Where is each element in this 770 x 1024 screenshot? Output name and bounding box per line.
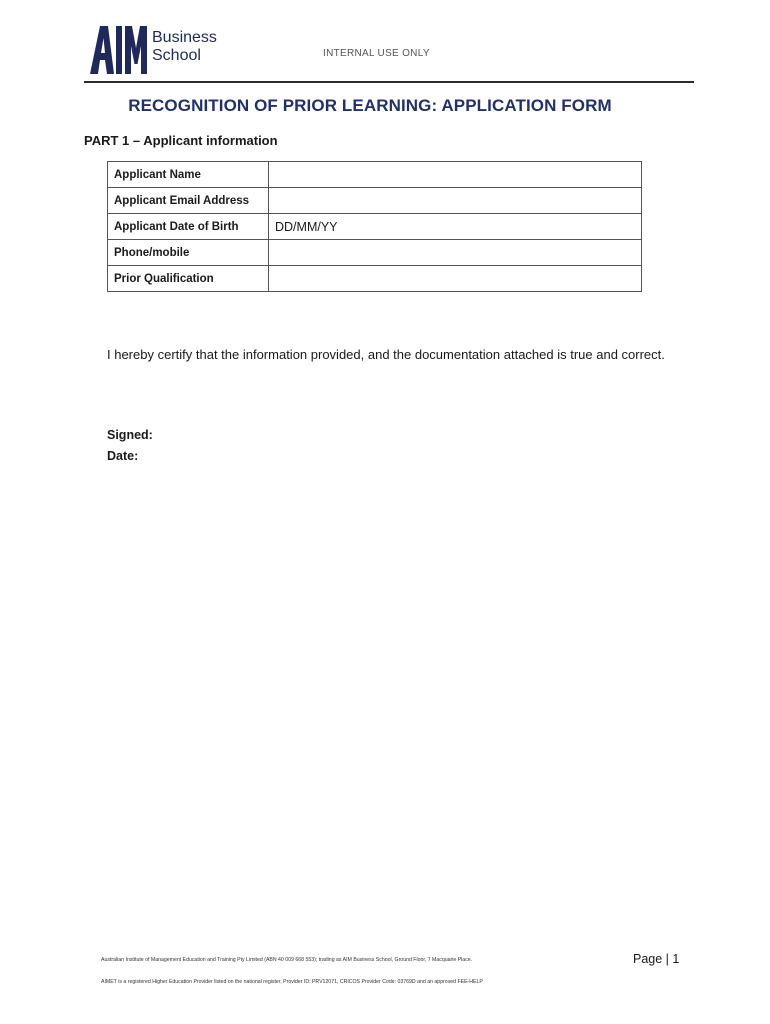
logo-line-business: Business bbox=[152, 29, 217, 46]
aim-business-school-logo bbox=[88, 20, 228, 76]
signed-label: Signed: bbox=[107, 428, 153, 442]
applicant-name-label: Applicant Name bbox=[108, 162, 269, 188]
phone-mobile-field[interactable] bbox=[269, 240, 642, 266]
certification-statement: I hereby certify that the information provided, and the documentation attached is true and correct. bbox=[107, 347, 665, 362]
table-row bbox=[108, 266, 642, 292]
applicant-info-table bbox=[107, 161, 642, 292]
footer-legal-line-2: AIMET is a registered Higher Education Provider listed on the national register, Provider ID: PRV12071, CRICOS Provider Code: 03769D and an approved FEE-HELP bbox=[101, 979, 483, 985]
prior-qualification-field[interactable] bbox=[269, 266, 642, 292]
form-title bbox=[0, 96, 740, 116]
footer-legal-line-1: Australian Institute of Management Education and Training Pty Limited (ABN 40 009 668 553); trading as AIM Business School, Ground Floor, 7 Macquarie Place. bbox=[101, 957, 473, 963]
table-row bbox=[108, 214, 642, 240]
applicant-email-label: Applicant Email Address bbox=[108, 188, 269, 214]
applicant-dob-label: Applicant Date of Birth bbox=[108, 214, 269, 240]
table-row bbox=[108, 188, 642, 214]
date-label: Date: bbox=[107, 449, 139, 463]
signature-block bbox=[107, 425, 153, 467]
classification-label: INTERNAL USE ONLY bbox=[323, 48, 430, 59]
phone-mobile-label: Phone/mobile bbox=[108, 240, 269, 266]
form-title-text: RECOGNITION OF PRIOR LEARNING: APPLICATION FORM bbox=[128, 96, 612, 115]
applicant-dob-field[interactable]: DD/MM/YY bbox=[269, 214, 642, 240]
logo-line-school: School bbox=[152, 47, 201, 64]
logo-wordmark bbox=[152, 29, 217, 65]
part-heading: PART 1 – Applicant information bbox=[84, 133, 278, 148]
prior-qualification-label: Prior Qualification bbox=[108, 266, 269, 292]
table-row bbox=[108, 162, 642, 188]
header-divider bbox=[84, 81, 694, 83]
applicant-email-field[interactable] bbox=[269, 188, 642, 214]
applicant-name-field[interactable] bbox=[269, 162, 642, 188]
table-row bbox=[108, 240, 642, 266]
aim-logo-mark bbox=[88, 20, 148, 76]
page-number: Page | 1 bbox=[633, 952, 680, 966]
